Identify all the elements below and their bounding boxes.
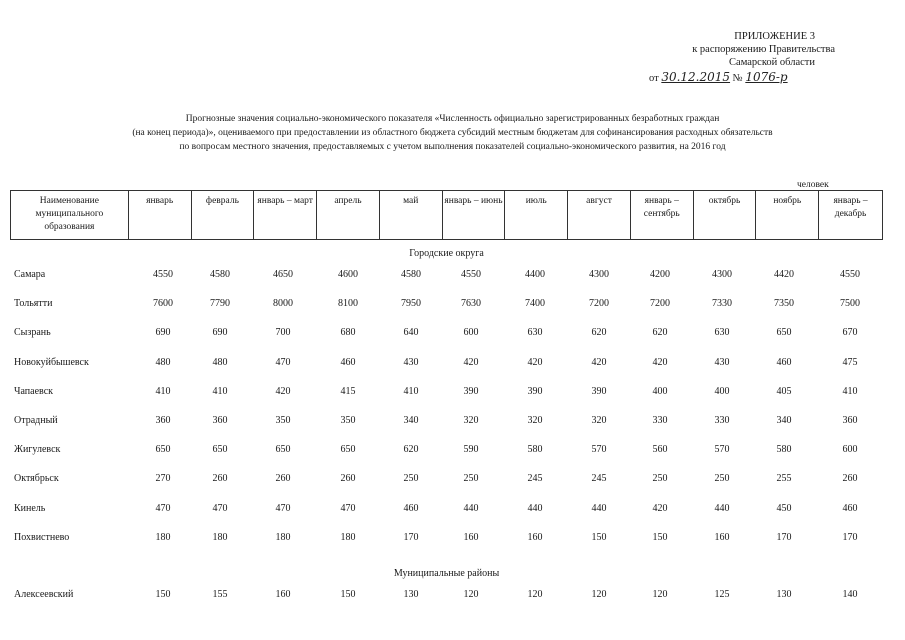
cell-value: 620: [403, 444, 419, 456]
cell-value: 4580: [401, 269, 421, 280]
municipality-name: Самара: [14, 269, 46, 280]
cell-value: 350: [275, 415, 291, 426]
cell-value: 450: [776, 502, 792, 514]
cell-value: 670: [842, 327, 858, 339]
table-row: [14, 385, 883, 399]
cell-value: 130: [403, 589, 419, 600]
cell-value: 570: [714, 444, 730, 456]
cell-value: 4550: [461, 269, 481, 280]
column-header-month: ноябрь: [756, 191, 819, 239]
handwritten-number: 1076-р: [745, 70, 788, 84]
cell-value: 125: [714, 589, 730, 600]
cell-value: 440: [527, 502, 543, 514]
date-prefix: от: [649, 73, 659, 84]
cell-value: 120: [652, 589, 668, 600]
cell-value: 410: [155, 385, 171, 397]
cell-value: 390: [527, 385, 543, 397]
cell-value: 620: [652, 327, 668, 339]
cell-value: 430: [714, 356, 730, 368]
cell-value: 340: [403, 415, 419, 426]
cell-value: 415: [340, 385, 356, 397]
cell-value: 430: [403, 356, 419, 368]
cell-value: 360: [212, 415, 228, 426]
cell-value: 150: [340, 589, 356, 600]
cell-value: 7600: [153, 298, 173, 310]
cell-value: 4650: [273, 269, 293, 280]
number-prefix: №: [732, 73, 743, 84]
cell-value: 260: [340, 473, 356, 485]
table-row: [14, 297, 883, 311]
cell-value: 4300: [712, 269, 732, 280]
cell-value: 630: [527, 327, 543, 339]
cell-value: 400: [652, 385, 668, 397]
cell-value: 4550: [153, 269, 173, 280]
column-header-month: январь – июнь: [443, 191, 506, 239]
cell-value: 255: [776, 473, 792, 485]
cell-value: 7950: [401, 298, 421, 310]
appendix-reference: к распоряжению Правительства: [692, 44, 835, 55]
cell-value: 7630: [461, 298, 481, 310]
cell-value: 360: [155, 415, 171, 426]
table-header: [10, 190, 883, 240]
cell-value: 4300: [589, 269, 609, 280]
cell-value: 245: [591, 473, 607, 485]
municipality-name: Сызрань: [14, 327, 51, 339]
cell-value: 7200: [589, 298, 609, 310]
column-header-month: май: [380, 191, 443, 239]
cell-value: 600: [463, 327, 479, 339]
appendix-title: ПРИЛОЖЕНИЕ 3: [734, 31, 815, 42]
cell-value: 160: [714, 531, 730, 543]
cell-value: 4550: [840, 269, 860, 280]
cell-value: 400: [714, 385, 730, 397]
section-title: Городские округа: [409, 248, 484, 259]
cell-value: 390: [591, 385, 607, 397]
cell-value: 420: [652, 502, 668, 514]
column-header-month: январь – декабрь: [833, 196, 868, 219]
appendix-date-line: [615, 71, 835, 85]
cell-value: 580: [776, 444, 792, 456]
cell-value: 7200: [650, 298, 670, 310]
cell-value: 320: [591, 415, 607, 426]
table-row: [14, 443, 883, 457]
cell-value: 150: [155, 589, 171, 600]
cell-value: 440: [591, 502, 607, 514]
cell-value: 580: [527, 444, 543, 456]
cell-value: 420: [527, 356, 543, 368]
cell-value: 250: [403, 473, 419, 485]
column-header-name: Наименование муниципального образования: [11, 191, 129, 239]
cell-value: 440: [463, 502, 479, 514]
table-row: [14, 268, 883, 282]
cell-value: 440: [714, 502, 730, 514]
cell-value: 4580: [210, 269, 230, 280]
cell-value: 150: [591, 531, 607, 543]
cell-value: 410: [842, 385, 858, 397]
cell-value: 650: [776, 327, 792, 339]
cell-value: 250: [463, 473, 479, 485]
cell-value: 620: [591, 327, 607, 339]
cell-value: 420: [591, 356, 607, 368]
cell-value: 560: [652, 444, 668, 456]
cell-value: 180: [340, 531, 356, 543]
cell-value: 650: [155, 444, 171, 456]
cell-value: 260: [212, 473, 228, 485]
cell-value: 650: [212, 444, 228, 456]
cell-value: 650: [340, 444, 356, 456]
municipality-name: Новокуйбышевск: [14, 356, 89, 368]
column-header-month: июль: [505, 191, 568, 239]
municipality-name: Жигулевск: [14, 444, 61, 456]
cell-value: 470: [212, 502, 228, 514]
heading-line-3: по вопросам местного значения, предоставляемых с учетом выполнения показателей социально-экономического развития, на 2016 год: [179, 142, 726, 152]
cell-value: 120: [527, 589, 543, 600]
unit-label: человек: [797, 180, 829, 190]
cell-value: 630: [714, 327, 730, 339]
heading-line-1: Прогнозные значения социально-экономического показателя «Численность официально зарегистрированных безработных граждан: [185, 114, 720, 124]
cell-value: 130: [776, 589, 792, 600]
column-header-month: октябрь: [694, 191, 757, 239]
cell-value: 410: [403, 385, 419, 397]
cell-value: 460: [340, 356, 356, 368]
cell-value: 650: [275, 444, 291, 456]
cell-value: 4420: [774, 269, 794, 280]
cell-value: 250: [652, 473, 668, 485]
column-header-month: январь – март: [254, 191, 317, 239]
cell-value: 160: [275, 589, 291, 600]
cell-value: 700: [275, 327, 291, 339]
cell-value: 180: [155, 531, 171, 543]
cell-value: 480: [212, 356, 228, 368]
appendix-block: [615, 30, 835, 85]
cell-value: 460: [776, 356, 792, 368]
cell-value: 160: [463, 531, 479, 543]
cell-value: 155: [212, 589, 228, 600]
heading-line-2: (на конец периода)», оцениваемого при предоставлении из областного бюджета субсидий местным бюджетам для софинансирования расходных обязательств: [132, 128, 773, 138]
cell-value: 410: [212, 385, 228, 397]
cell-value: 320: [527, 415, 543, 426]
table-row: [14, 472, 883, 486]
cell-value: 245: [527, 473, 543, 485]
appendix-region: Самарской области: [729, 57, 815, 68]
cell-value: 170: [776, 531, 792, 543]
cell-value: 170: [842, 531, 858, 543]
cell-value: 570: [591, 444, 607, 456]
handwritten-date: 30.12.2015: [661, 70, 731, 84]
cell-value: 7330: [712, 298, 732, 310]
cell-value: 4200: [650, 269, 670, 280]
municipality-name: Октябрьск: [14, 473, 59, 485]
cell-value: 8100: [338, 298, 358, 310]
cell-value: 340: [776, 415, 792, 426]
municipality-name: Тольятти: [14, 298, 53, 310]
cell-value: 470: [275, 356, 291, 368]
cell-value: 480: [155, 356, 171, 368]
municipality-name: Чапаевск: [14, 385, 53, 397]
table-row: [14, 502, 883, 516]
table-row: [14, 326, 883, 340]
cell-value: 150: [652, 531, 668, 543]
municipality-name: Отрадный: [14, 415, 58, 426]
municipality-name: Кинель: [14, 502, 46, 514]
cell-value: 4400: [525, 269, 545, 280]
cell-value: 180: [275, 531, 291, 543]
cell-value: 7350: [774, 298, 794, 310]
table-row: [14, 414, 883, 428]
column-header-month: январь – сентябрь: [631, 191, 694, 239]
cell-value: 420: [275, 385, 291, 397]
cell-value: 420: [463, 356, 479, 368]
cell-value: 330: [714, 415, 730, 426]
cell-value: 360: [842, 415, 858, 426]
cell-value: 600: [842, 444, 858, 456]
cell-value: 120: [463, 589, 479, 600]
cell-value: 330: [652, 415, 668, 426]
column-header-month: апрель: [317, 191, 380, 239]
cell-value: 7500: [840, 298, 860, 310]
cell-value: 590: [463, 444, 479, 456]
document-heading: [60, 112, 845, 154]
cell-value: 350: [340, 415, 356, 426]
column-header-month: январь: [129, 191, 192, 239]
cell-value: 7790: [210, 298, 230, 310]
cell-value: 680: [340, 327, 356, 339]
cell-value: 270: [155, 473, 171, 485]
cell-value: 180: [212, 531, 228, 543]
cell-value: 320: [463, 415, 479, 426]
cell-value: 8000: [273, 298, 293, 310]
cell-value: 260: [275, 473, 291, 485]
column-header-month: август: [568, 191, 631, 239]
table-row: [14, 588, 883, 602]
cell-value: 470: [340, 502, 356, 514]
municipality-name: Алексеевский: [14, 589, 74, 600]
cell-value: 260: [842, 473, 858, 485]
cell-value: 460: [403, 502, 419, 514]
cell-value: 470: [275, 502, 291, 514]
section-title: Муниципальные районы: [393, 568, 500, 579]
cell-value: 390: [463, 385, 479, 397]
cell-value: 405: [776, 385, 792, 397]
cell-value: 420: [652, 356, 668, 368]
cell-value: 640: [403, 327, 419, 339]
municipality-name: Похвистнево: [14, 531, 70, 543]
cell-value: 120: [591, 589, 607, 600]
cell-value: 690: [155, 327, 171, 339]
cell-value: 690: [212, 327, 228, 339]
table-row: [14, 356, 883, 370]
cell-value: 7400: [525, 298, 545, 310]
cell-value: 460: [842, 502, 858, 514]
cell-value: 140: [842, 589, 858, 600]
column-header-month: февраль: [192, 191, 255, 239]
cell-value: 475: [842, 356, 858, 368]
cell-value: 160: [527, 531, 543, 543]
cell-value: 470: [155, 502, 171, 514]
table-row: [14, 531, 883, 545]
cell-value: 4600: [338, 269, 358, 280]
cell-value: 170: [403, 531, 419, 543]
cell-value: 250: [714, 473, 730, 485]
